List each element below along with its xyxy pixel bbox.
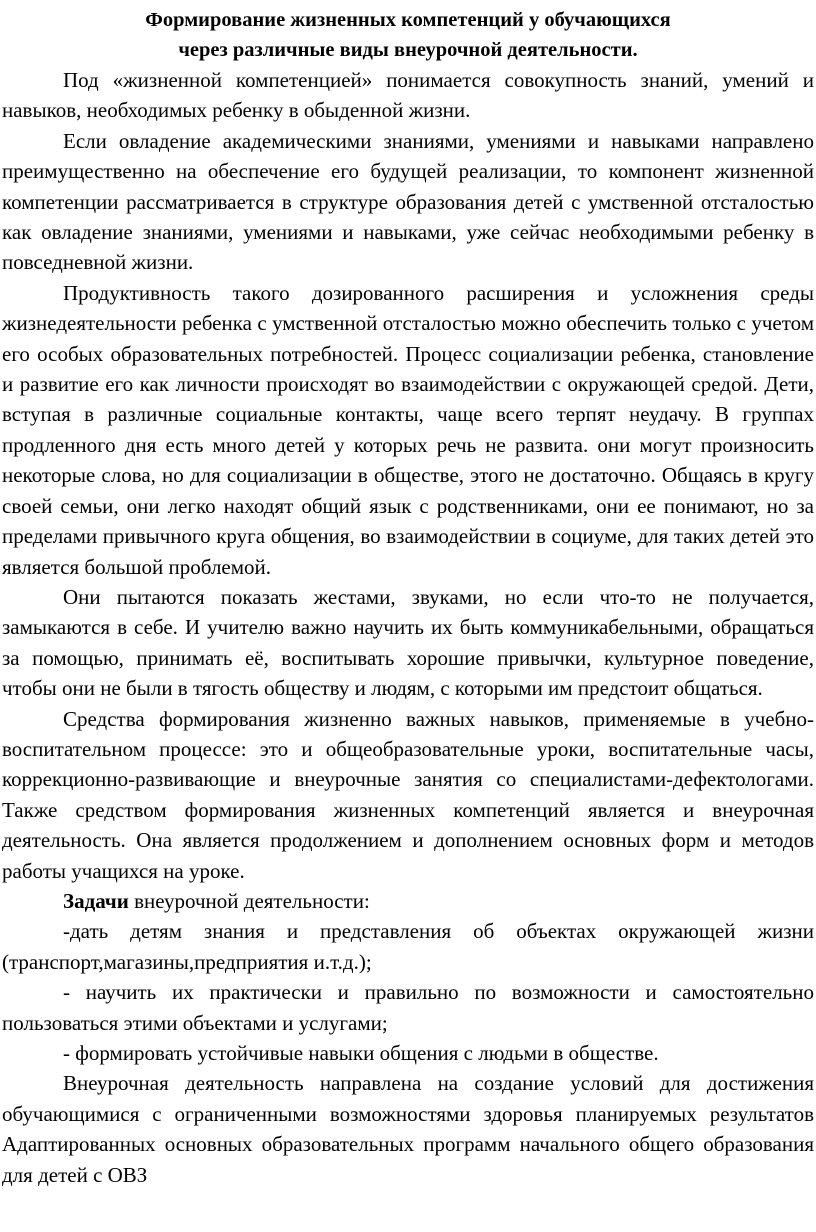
title-line-2: через различные виды внеурочной деятельности. <box>178 39 638 61</box>
task-item-1: -дать детям знания и представления об объектах окружающей жизни (транспорт,магазины,предприятия и.т.д.); <box>2 919 814 974</box>
paragraph-academic-skills: Если овладение академическими знаниями, умениями и навыками направлено преимущественно на обеспечение его будущей реализации, то компонент жизненной компетенции рассматривается в структуре образования детей с умственной отсталостью как овладение знаниями, умениями и навыками, уже сейчас необходимыми ребенку в повседневной жизни. <box>2 128 814 275</box>
paragraph-productivity: Продуктивность такого дозированного расширения и усложнения среды жизнедеятельности ребенка с умственной отсталостью можно обеспечить только с учетом его особых образовательных потребностей. Процесс социализации ребенка, становление и развитие его как личности происходят во взаимодействии с окружающей средой. Дети, вступая в различные социальные контакты, чаще всего терпят неудачу. В группах продленного дня есть много детей у которых речь не развита. они могут произносить некоторые слова, но для социализации в обществе, этого не достаточно. Общаясь в кругу своей семьи, они легко находят общий язык с родственниками, они ее понимают, но за пределами привычного круга общения, во взаимодействии в социуме, для таких детей это является большой проблемой. <box>2 280 814 579</box>
document-title <box>2 5 814 65</box>
paragraph-communication: Они пытаются показать жестами, звуками, но если что-то не получается, замыкаются в себе. И учителю важно научить их быть коммуникабельными, обращаться за помощью, принимать её, воспитывать хорошие привычки, культурное поведение, чтобы они не были в тягость обществу и людям, с которыми им предстоит общаться. <box>2 584 814 701</box>
tasks-heading-rest: внеурочной деятельности: <box>128 888 370 913</box>
paragraph-definition: Под «жизненной компетенцией» понимается совокупность знаний, умений и навыков, необходимых ребенку в обыденной жизни. <box>2 68 814 123</box>
task-item-2: - научить их практически и правильно по возможности и самостоятельно пользоваться этими объектами и услугами; <box>2 980 814 1035</box>
task-item-3: - формировать устойчивые навыки общения с людьми в обществе. <box>63 1041 659 1065</box>
title-line-1: Формирование жизненных компетенций у обучающихся <box>145 9 671 31</box>
tasks-heading <box>2 886 814 916</box>
paragraph-final: Внеурочная деятельность направлена на создание условий для достижения обучающимися с ограниченными возможностями здоровья планируемых результатов Адаптированных основных образовательных программ начального общего образования для детей с ОВЗ <box>2 1071 814 1187</box>
paragraph-means: Средства формирования жизненно важных навыков, применяемые в учебно-воспитательном процессе: это и общеобразовательные уроки, воспитательные часы, коррекционно-развивающие и внеурочные занятия со специалистами-дефектологами. Также средством формирования жизненных компетенций является и внеурочная деятельность. Она является продолжением и дополнением основных форм и методов работы учащихся на уроке. <box>2 706 814 883</box>
tasks-heading-bold: Задачи <box>63 888 129 913</box>
